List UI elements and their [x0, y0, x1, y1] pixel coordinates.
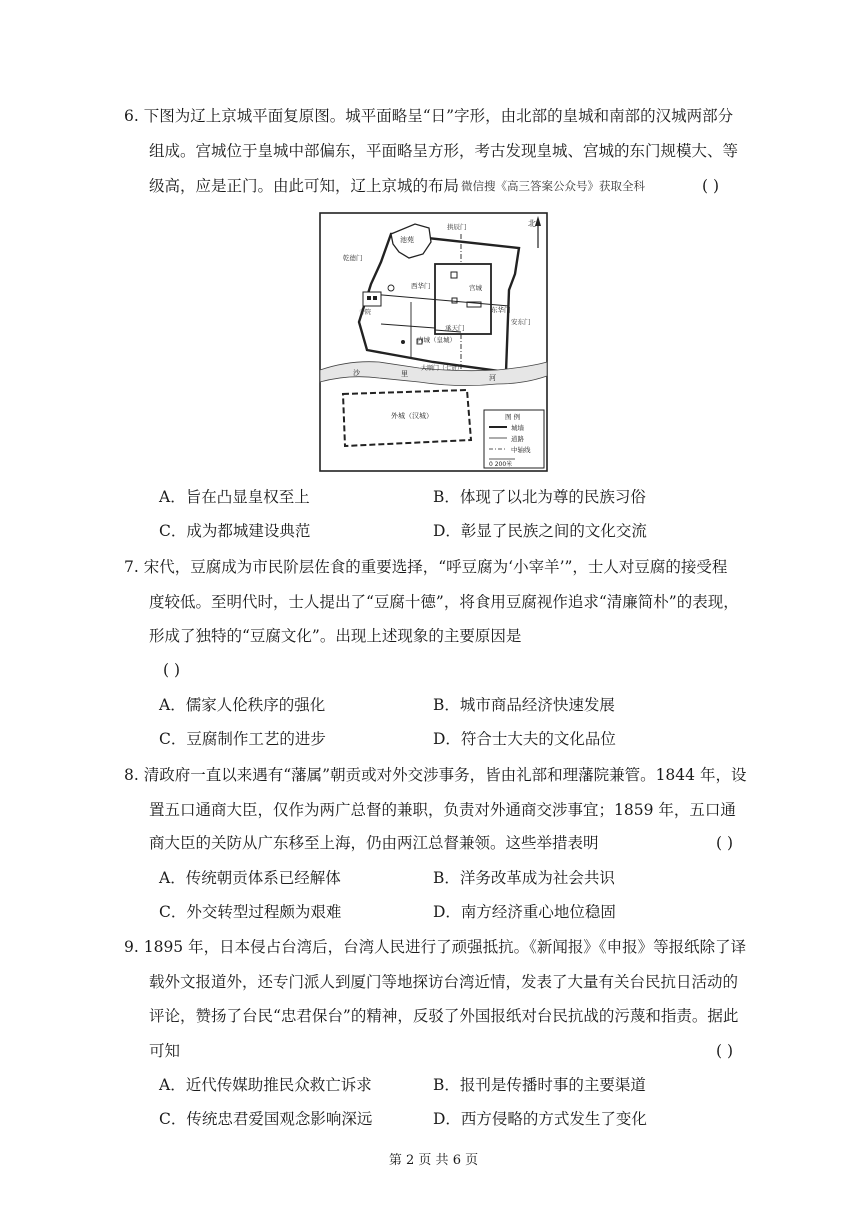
- q8-stem-line-2: 置五口通商大臣，仅作为两广总督的兼职，负责对外通商交涉事宜；1859 年，五口通: [149, 801, 736, 819]
- west-gate-inner-label: 西华门: [411, 282, 431, 290]
- q6-option-a[interactable]: A．旨在凸显皇权至上: [159, 488, 310, 506]
- q9-stem-line-3: 评论，赞扬了台民“忠君保台”的精神，反驳了外国报纸对台民抗战的污蔑和指责。据此: [149, 1007, 739, 1025]
- liao-shangjing-map: [319, 212, 548, 472]
- q7-option-b[interactable]: B．城市商品经济快速发展: [433, 696, 615, 714]
- q6-option-c[interactable]: C．成为都城建设典范: [159, 522, 311, 540]
- temple-label: 寺院: [359, 309, 372, 316]
- q8-stem-line-1: 8. 清政府一直以来遇有“藩属”朝贡或对外交涉事务，皆由礼部和理藩院兼管。1844 年，设: [124, 766, 747, 784]
- q9-option-c[interactable]: C．传统忠君爱国观念影响深远: [159, 1110, 373, 1128]
- q9-stem-line-4: 可知: [149, 1042, 181, 1060]
- palace-label: 宫城: [469, 284, 482, 292]
- q7-stem-line-2: 度较低。至明代时，士人提出了“豆腐十德”，将食用豆腐视作追求“清廉简朴”的表现，: [149, 593, 739, 611]
- q6-stem-line-1: 6. 下图为辽上京城平面复原图。城平面略呈“日”字形，由北部的皇城和南部的汉城两部分: [124, 107, 734, 125]
- legend-scale-label: 0 200米: [489, 461, 513, 468]
- q6-stem-line-2: 组成。宫城位于皇城中部偏东，平面略呈方形，考古发现皇城、宫城的东门规模大、等: [149, 142, 739, 160]
- q6-stem-line-3: 级高，应是正门。由此可知，辽上京城的布局: [149, 177, 460, 195]
- legend-title: 图 例: [505, 413, 521, 421]
- q9-option-d[interactable]: D．西方侵略的方式发生了变化: [433, 1110, 647, 1128]
- river-label-3: 河: [489, 374, 496, 382]
- inner-city-label: 内城（皇城）: [417, 336, 456, 344]
- north-gate-label: 拱辰门: [447, 223, 467, 231]
- q9-answer-paren: ( ): [716, 1042, 734, 1060]
- river-label-2: 里: [401, 370, 408, 378]
- q9-option-a[interactable]: A．近代传媒助推民众救亡诉求: [159, 1076, 372, 1094]
- q7-option-c[interactable]: C．豆腐制作工艺的进步: [159, 730, 326, 748]
- east-gate-outer-label: 安东门: [511, 318, 531, 326]
- q8-answer-paren: ( ): [716, 834, 734, 852]
- q8-option-c[interactable]: C．外交转型过程颇为艰难: [159, 903, 342, 921]
- legend-road-label: 道路: [511, 435, 524, 443]
- q8-option-b[interactable]: B．洋务改革成为社会共识: [433, 869, 615, 887]
- q9-option-b[interactable]: B．报刊是传播时事的主要渠道: [433, 1076, 646, 1094]
- legend-wall-label: 城墙: [511, 424, 524, 432]
- q7-option-a[interactable]: A．儒家人伦秩序的强化: [159, 696, 326, 714]
- q6-answer-paren: ( ): [702, 177, 720, 195]
- south-gate-inner-label: 承天门: [445, 324, 465, 332]
- q6-option-d[interactable]: D．彰显了民族之间的文化交流: [433, 522, 647, 540]
- q8-option-a[interactable]: A．传统朝贡体系已经解体: [159, 869, 341, 887]
- q7-answer-paren: ( ): [163, 661, 181, 679]
- outer-city-label: 外城（汉城）: [391, 412, 433, 420]
- east-gate-inner-label: 东华门: [491, 306, 511, 314]
- legend-axis-label: 中轴线: [511, 446, 531, 454]
- q7-stem-line-1: 7. 宋代，豆腐成为市民阶层佐食的重要选择，“呼豆腐为‘小宰羊’”，士人对豆腐的接受程: [124, 558, 728, 576]
- west-gate-outer-label: 乾德门: [343, 254, 363, 262]
- south-gate-outer-label: 大顺门（七贤）: [421, 365, 464, 372]
- q7-stem-line-3: 形成了独特的“豆腐文化”。出现上述现象的主要原因是: [149, 627, 522, 645]
- q6-option-b[interactable]: B．体现了以北为尊的民族习俗: [433, 488, 646, 506]
- page-footer: 第 2 页 共 6 页: [388, 1153, 479, 1168]
- q9-stem-line-2: 载外文报道外，还专门派人到厦门等地探访台湾近情，发表了大量有关台民抗日活动的: [149, 973, 739, 991]
- q8-option-d[interactable]: D．南方经济重心地位稳固: [433, 903, 616, 921]
- q8-stem-line-3: 商大臣的关防从广东移至上海，仍由两江总督兼领。这些举措表明: [149, 834, 599, 852]
- q6-watermark: 微信搜《高三答案公众号》获取全科: [461, 179, 645, 193]
- q7-option-d[interactable]: D．符合士大夫的文化品位: [433, 730, 616, 748]
- river-label-1: 沙: [353, 369, 360, 377]
- lake-label: 池苑: [400, 236, 414, 244]
- q9-stem-line-1: 9. 1895 年，日本侵占台湾后，台湾人民进行了顽强抵抗。《新闻报》《申报》等报纸除了译: [124, 938, 747, 956]
- north-label: 北: [528, 219, 536, 228]
